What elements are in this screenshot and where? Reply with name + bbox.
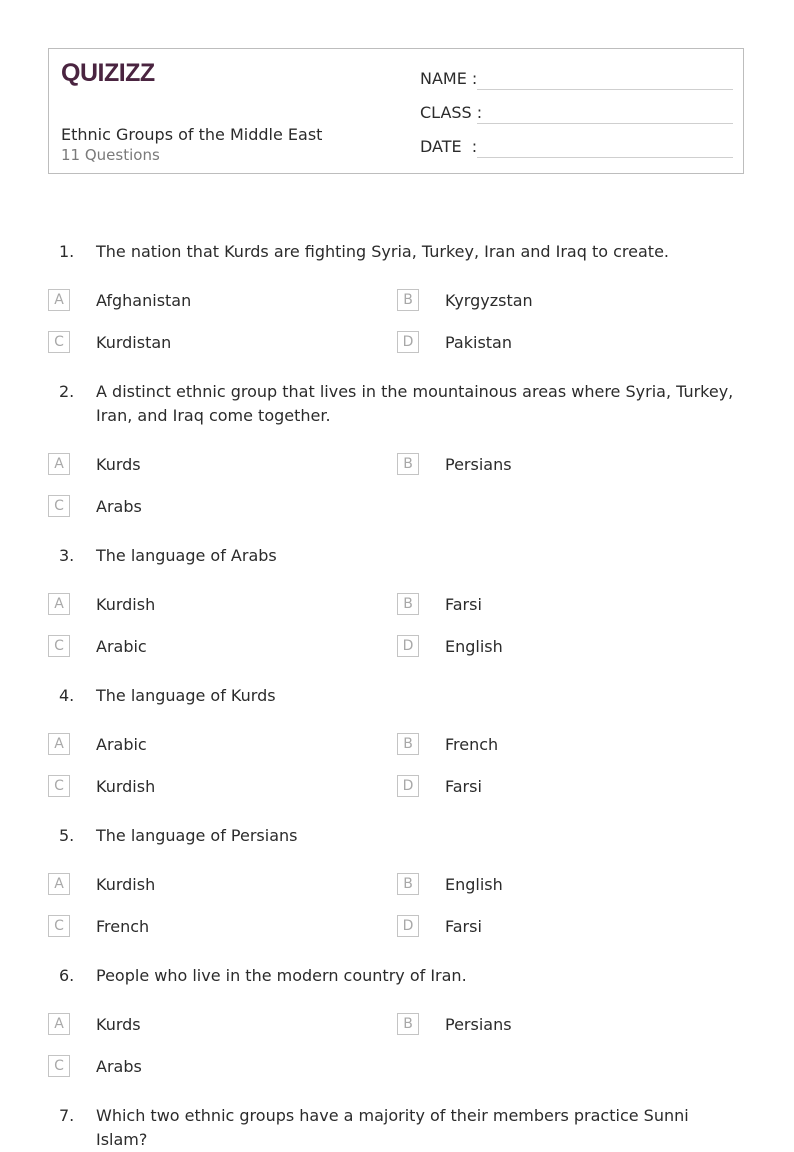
class-label: CLASS : (420, 103, 483, 122)
question-text: The language of Persians (96, 826, 298, 845)
question-number: 1. (59, 242, 75, 261)
option-d-text: Farsi (445, 777, 482, 796)
option-b-text: English (445, 875, 503, 894)
class-line (477, 123, 733, 124)
option-a-box[interactable]: A (48, 733, 70, 755)
date-line (477, 157, 733, 158)
question-text: The language of Arabs (96, 546, 277, 565)
option-c-text: Arabic (96, 637, 147, 656)
option-c-box[interactable]: C (48, 635, 70, 657)
option-d-box[interactable]: D (397, 635, 419, 657)
name-line (477, 89, 733, 90)
option-a-text: Afghanistan (96, 291, 192, 310)
option-b-box[interactable]: B (397, 1013, 419, 1035)
option-a-text: Kurdish (96, 875, 156, 894)
option-a-text: Arabic (96, 735, 147, 754)
name-label: NAME : (420, 69, 478, 88)
option-d-text: English (445, 637, 503, 656)
option-a-text: Kurdish (96, 595, 156, 614)
option-c-box[interactable]: C (48, 775, 70, 797)
worksheet-title: Ethnic Groups of the Middle East (61, 125, 323, 144)
option-b-text: Persians (445, 455, 512, 474)
option-b-box[interactable]: B (397, 289, 419, 311)
question-text: The nation that Kurds are fighting Syria, Turkey, Iran and Iraq to create. (96, 242, 669, 261)
question-text: People who live in the modern country of Iran. (96, 966, 467, 985)
question-number: 7. (59, 1106, 75, 1125)
option-c-box[interactable]: C (48, 915, 70, 937)
question-number: 2. (59, 382, 75, 401)
option-a-text: Kurds (96, 1015, 141, 1034)
option-b-box[interactable]: B (397, 593, 419, 615)
option-b-text: French (445, 735, 499, 754)
question-number: 3. (59, 546, 75, 565)
question-text: The language of Kurds (96, 686, 276, 705)
option-b-box[interactable]: B (397, 453, 419, 475)
option-d-box[interactable]: D (397, 775, 419, 797)
question-text: Which two ethnic groups have a majority of their members practice Sunni Islam? (96, 1106, 689, 1149)
option-d-text: Farsi (445, 917, 482, 936)
option-b-text: Farsi (445, 595, 482, 614)
option-c-text: French (96, 917, 150, 936)
option-c-box[interactable]: C (48, 331, 70, 353)
option-b-box[interactable]: B (397, 873, 419, 895)
quizizz-logo: QUIZIZZ (61, 59, 155, 87)
option-c-text: Arabs (96, 497, 142, 516)
option-c-text: Arabs (96, 1057, 142, 1076)
question-count: 11 Questions (61, 146, 160, 164)
option-a-box[interactable]: A (48, 593, 70, 615)
date-label: DATE : (420, 137, 478, 156)
option-a-box[interactable]: A (48, 453, 70, 475)
option-a-box[interactable]: A (48, 1013, 70, 1035)
question-number: 4. (59, 686, 75, 705)
option-c-text: Kurdistan (96, 333, 172, 352)
question-number: 6. (59, 966, 75, 985)
option-a-box[interactable]: A (48, 289, 70, 311)
option-c-box[interactable]: C (48, 495, 70, 517)
option-a-text: Kurds (96, 455, 141, 474)
worksheet-header (48, 48, 744, 174)
option-b-text: Persians (445, 1015, 512, 1034)
option-d-box[interactable]: D (397, 331, 419, 353)
option-a-box[interactable]: A (48, 873, 70, 895)
option-c-box[interactable]: C (48, 1055, 70, 1077)
option-b-box[interactable]: B (397, 733, 419, 755)
option-b-text: Kyrgyzstan (445, 291, 533, 310)
question-text: A distinct ethnic group that lives in the mountainous areas where Syria, Turkey, Iran, and Iraq come together. (96, 382, 734, 425)
option-d-box[interactable]: D (397, 915, 419, 937)
option-c-text: Kurdish (96, 777, 156, 796)
option-d-text: Pakistan (445, 333, 512, 352)
question-number: 5. (59, 826, 75, 845)
